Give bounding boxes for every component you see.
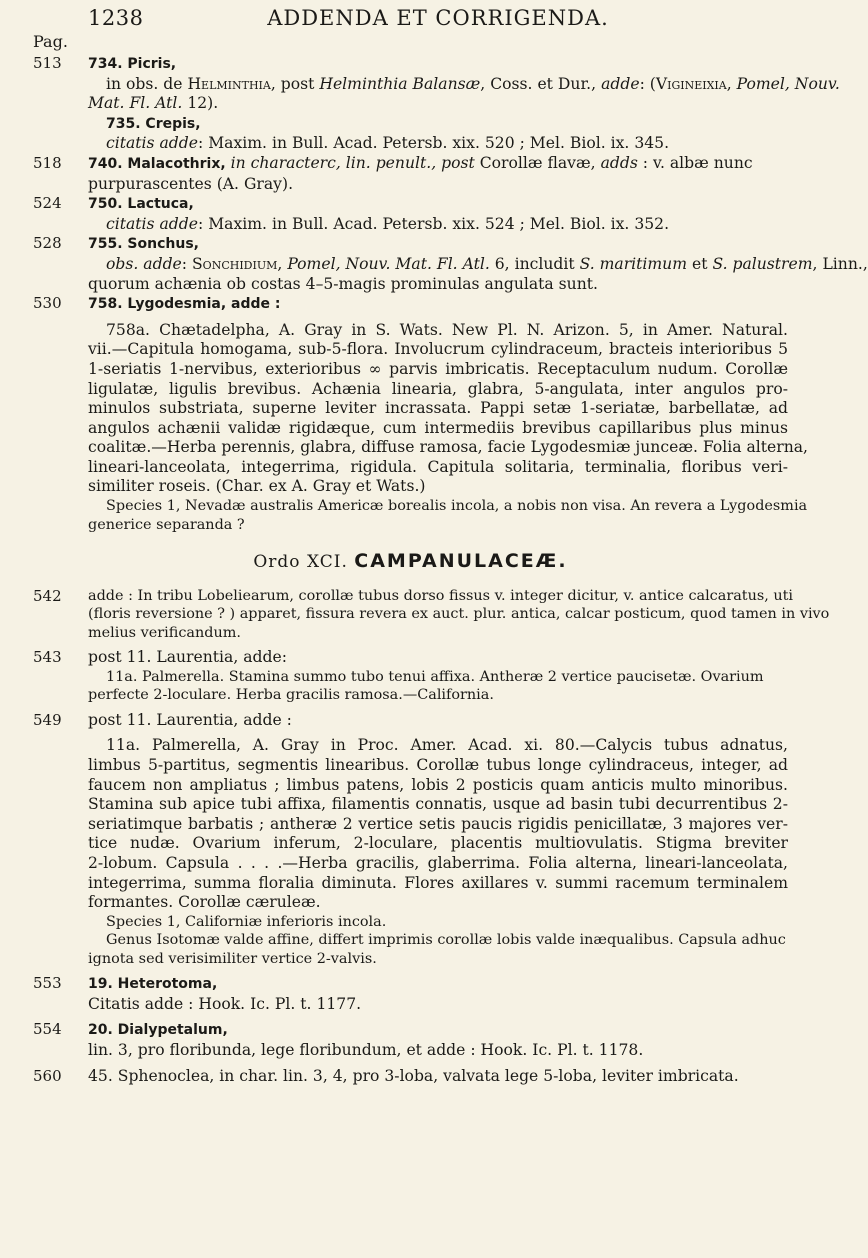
entry-line: 45. Sphenoclea, in char. lin. 3, 4, pro 3-loba, valvata lege 5-loba, leviter imbricata. [88,1066,739,1085]
body-text [33,54,868,1086]
page-ref: 542 [33,586,62,605]
entry-heading: post 11. Laurentia, adde: [88,648,287,667]
entry-line: perfecte 2-loculare. Herba gracilis ramosa.—California. [88,687,494,704]
note-line: Genus Isotomæ valde affine, differt imprimis corollæ lobis valde inæqualibus. Capsula adhuc [106,932,786,949]
entry-734-picris [33,54,840,114]
description-line: angulos achænii validæ rigidæque, cum intermediis brevibus capillaribus plus minus [88,418,788,437]
entry-line: (floris reversione ? ) apparet, fissura revera ex auct. plur. antica, calcar posticum, quod tamen in vivo [88,606,830,623]
description-line: 758a. Chætadelpha, A. Gray in S. Wats. New Pl. N. Arizon. 5, in Amer. Natural. [106,320,788,339]
entry-740-malacothrix: 518 740. Malacothrix, in characterc, lin. penult., post Corollæ flavæ, adds : v. albæ nunc purpurascentes (A. Gray). [33,154,788,194]
page-ref: 549 [33,710,62,729]
entry-line: adde : In tribu Lobeliearum, corollæ tubus dorso fissus v. integer dicitur, v. antice calcaratus, uti [88,587,794,604]
description-line: minulos substriata, superne leviter incrassata. Pappi setæ 1-seriatæ, barbellatæ, ad [88,399,788,418]
page-ref: 530 [33,294,62,313]
entry-heading: 735. Crepis, [106,115,201,132]
description-line: 1-seriatis 1-nervibus, exterioribus ∞ parvis imbricatis. Receptaculum nudum. Corollæ [88,359,788,378]
page-ref: 524 [33,194,62,213]
entry-heading: post 11. Laurentia, adde : [88,710,292,729]
description-line: integerrima, summa floralia diminuta. Flores axillares v. summi racemum terminalem [88,873,788,892]
entry-line: lin. 3, pro floribunda, lege floribundum, et adde : Hook. Ic. Pl. t. 1178. [88,1040,644,1059]
entry-750-lactuca [33,194,788,234]
entry-735-crepis [33,114,788,154]
entry-542-lobelieae [33,586,830,643]
entry-line: 11a. Palmerella. Stamina summo tubo tenui affixa. Antheræ 2 vertice paucisetæ. Ovarium [106,668,764,685]
description-line: coalitæ.—Herba perennis, glabra, diffuse ramosa, facie Lygodesmiæ junceæ. Folia alterna, [88,438,808,457]
ordo-heading [33,552,788,573]
page-ref: 518 [33,153,62,172]
page-number: 1238 [88,6,144,30]
entry-553-heterotoma [33,974,788,1014]
description-line: vii.—Capitula homogama, sub-5-flora. Involucrum cylindraceum, bracteis interioribus 5 [88,340,788,359]
entry-heading: 740. Malacothrix, [88,155,226,172]
description-line: Stamina sub apice tubi affixa, filamentis connatis, usque ad basin tubi decurrentibus 2- [88,795,788,814]
entry-heading: 750. Lactuca, [88,196,194,213]
entry-line: citatis adde: Maxim. in Bull. Acad. Petersb. xix. 520 ; Mel. Biol. ix. 345. [106,134,670,153]
description-line: seriatimque barbatis ; antheræ 2 vertice setis paucis rigidis penicillatæ, 3 majores ver- [88,814,788,833]
note-line: Species 1, Nevadæ australis Americæ borealis incola, a nobis non visa. An revera a Lygodesmia [106,498,808,515]
note-line: Species 1, Californiæ inferioris incola. [106,913,387,930]
entry-line: melius verificandum. [88,624,241,641]
entry-line: obs. adde: Sonchidium, Pomel, Nouv. Mat. Fl. Atl. 6, includit S. maritimum et S. palustrem, Linn., [106,254,868,273]
description-line: tice nudæ. Ovarium inferum, 2-loculare, placentis multiovulatis. Stigma breviter [88,834,788,853]
description-line: ligulatæ, ligulis brevibus. Achænia linearia, glabra, 5-angulata, inter angulos pro- [88,379,788,398]
entry-758-lygodesmia [33,294,808,534]
description-line: faucem non ampliatus ; limbus patens, lobis 2 posticis quam anticis multo minoribus. [88,775,788,794]
description-line: similiter roseis. (Char. ex A. Gray et Wats.) [88,477,426,496]
entry-heading: 758. Lygodesmia, adde : [88,296,281,313]
description-line: 2-lobum. Capsula . . . .—Herba gracilis, glaberrima. Folia alterna, lineari-lanceolata, [88,853,788,872]
ordo-number: Ordo XCI. [253,552,348,573]
entry-line: citatis adde: Maxim. in Bull. Acad. Petersb. xix. 524 ; Mel. Biol. ix. 352. [106,214,670,233]
page-ref: 513 [33,54,62,72]
entry-560-sphenoclea [33,1067,788,1087]
description-line: formantes. Corollæ cæruleæ. [88,893,321,912]
entry-heading: 755. Sonchus, [88,236,199,253]
entry-line: Mat. Fl. Atl. 12). [88,94,219,113]
note-line: ignota sed verisimiliter vertice 2-valvis. [88,950,377,967]
entry-755-sonchus [33,234,868,294]
entry-543-laurentia [33,648,788,705]
entry-heading: 19. Heterotoma, [88,976,218,993]
entry-549-palmerella [33,711,788,968]
entry-line: purpurascentes (A. Gray). [88,174,294,193]
page-ref: 560 [33,1066,62,1085]
description-line: 11a. Palmerella, A. Gray in Proc. Amer. Acad. xi. 80.—Calycis tubus adnatus, [106,736,788,755]
description-line: limbus 5-partitus, segmentis linearibus. Corollæ tubus longe cylindraceus, integer, ad [88,755,788,774]
entry-line: quorum achænia ob costas 4–5-magis prominulas angulata sunt. [88,274,598,293]
entry-554-dialypetalum [33,1020,788,1060]
page-ref: 553 [33,974,62,993]
entry-line: in obs. de Helminthia, post Helminthia Balansæ, Coss. et Dur., adde: (Vigineixia, Pomel, Nouv. [106,74,840,93]
page-ref: 554 [33,1020,62,1039]
entry-line: Citatis adde : Hook. Ic. Pl. t. 1177. [88,994,362,1013]
family-name: CAMPANULACEÆ. [354,550,568,573]
pag-label: Pag. [33,32,68,51]
page-header [88,6,788,36]
entry-heading: 20. Dialypetalum, [88,1022,228,1039]
running-title: ADDENDA ET CORRIGENDA. [267,6,609,30]
entry-heading: 734. Picris, [88,56,177,72]
page-ref: 543 [33,648,62,667]
description-line: lineari-lanceolata, integerrima, rigidula. Capitula solitaria, terminalia, floribus veri- [88,457,788,476]
note-line: generice separanda ? [88,516,245,533]
page-ref: 528 [33,234,62,253]
